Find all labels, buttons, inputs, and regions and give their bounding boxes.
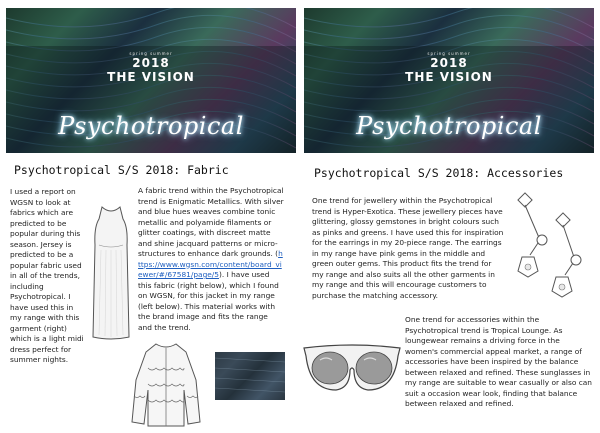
accessories-heading: Psychotropical S/S 2018: Accessories xyxy=(314,166,564,180)
dress-illustration xyxy=(86,205,136,342)
banner-image-accessories xyxy=(304,8,594,153)
fabric-heading: Psychotropical S/S 2018: Fabric xyxy=(14,163,229,177)
metallic-fabric-swatch xyxy=(215,352,285,400)
swatch-texture xyxy=(215,352,285,400)
banner-small-text: spring summer xyxy=(427,51,471,56)
fabric-trend-before-link: A fabric trend within the Psychotropical trend is Enigmatic Metallics. With silver and blue hues weaves combine tonic metallic and polyamide filaments or glitter coatings, with discreet matte and shine jacquard patterns or micro-structures to enhance dark grounds. ( xyxy=(138,186,284,258)
sunglasses-text: One trend for accessories within the Psychotropical trend is Tropical Lounge. As loungewear remains a driving force in the women's commercial appeal market, a range of accessories have been inspired by the balance between relaxed and refined. These sunglasses in my range are suitable to wear casually or also can suit a occasion wear look, finding that balance between relaxed and refined. xyxy=(405,315,592,408)
jewellery-text: One trend for jewellery within the Psychotropical trend is Hyper-Exotica. These jewellery pieces have glittering, glossy gemstones in bright colours such as pinks and greens. I have used this for inspiration for the earrings in my 20-piece range. The earrings in my range have pink gems in the middle and green outer gems. This product fits the trend for my range and also suits all the other garments in my range and this will encourage customers to purchase the matching accessory. xyxy=(312,196,504,300)
sunglasses-illustration xyxy=(302,340,402,402)
fabric-trend-text xyxy=(138,186,284,333)
banner-script-title: Psychotropical xyxy=(356,112,542,140)
banner-vision: THE VISION xyxy=(405,70,493,84)
wgsn-link[interactable]: https://www.wgsn.com/content/board_viewer/#/67581/page/5 xyxy=(138,249,283,279)
banner-vision: THE VISION xyxy=(107,70,195,84)
banner-image-fabric xyxy=(6,8,296,153)
banner-year: 2018 xyxy=(132,56,170,70)
banner-year: 2018 xyxy=(430,56,468,70)
fabric-intro-text: I used a report on WGSN to look at fabrics which are predicted to be popular during this season. Jersey is predicted to be a popular fabric used in all of the trends, including Psychotropical. I have used this in my range with this garment (right) which is a light midi dress perfect for summer nights. xyxy=(10,187,84,364)
earrings-illustration xyxy=(500,185,595,310)
fabric-trend-after-link: ). I have used this fabric (right below), which I found on WGSN, for this jacket in my range (left below). This material works with the brand image and fits the range and the trend. xyxy=(138,270,279,332)
banner-small-text: spring summer xyxy=(129,51,173,56)
jacket-illustration xyxy=(130,340,202,428)
banner-script-title: Psychotropical xyxy=(58,112,244,140)
